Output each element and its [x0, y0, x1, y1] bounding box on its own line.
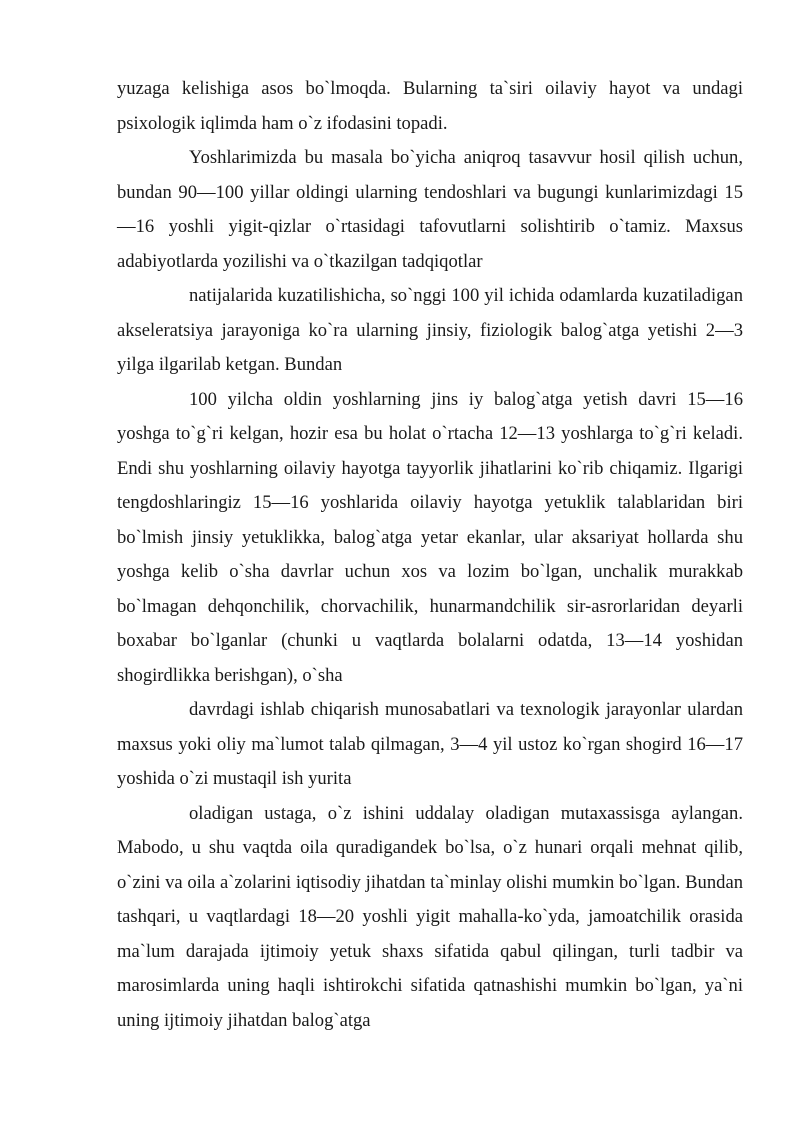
- paragraph: davrdagi ishlab chiqarish munosabatlari va texnologik jarayonlar ulardan maxsus yoki oliy ma`lumot talab qilmagan, 3—4 yil ustoz ko`rgan shogird 16—17 yoshida o`zi mustaqil ish yurita: [117, 699, 743, 789]
- paragraph: yuzaga kelishiga asos bo`lmoqda. Bularning ta`siri oilaviy hayot va undagi psixologik iqlimda ham o`z ifodasini topadi.: [117, 78, 743, 134]
- paragraph: Yoshlarimizda bu masala bo`yicha aniqroq tasavvur hosil qilish uchun, bundan 90—100 yillar oldingi ularning tendoshlari va bugungi kunlarimizdagi 15—16 yoshli yigit-qizlar o`rtasidagi tafovutlarni solishtirib o`tamiz. Maxsus adabiyotlarda yozilishi va o`tkazilgan tadqiqotlar: [117, 147, 743, 272]
- document-page: [117, 72, 743, 1038]
- paragraph: natijalarida kuzatilishicha, so`nggi 100 yil ichida odamlarda kuzatiladigan akseleratsiya jarayoniga ko`ra ularning jinsiy, fiziologik balog`atga yetishi 2—3 yilga ilgarilab ketgan. Bundan: [117, 285, 743, 375]
- paragraph: oladigan ustaga, o`z ishini uddalay oladigan mutaxassisga aylangan. Mabodo, u shu vaqtda oila quradigandek bo`lsa, o`z hunari orqali mehnat qilib, o`zini va oila a`zolarini iqtisodiy jihatdan ta`minlay olishi mumkin bo`lgan. Bundan tashqari, u vaqtlardagi 18—20 yoshli yigit mahalla-ko`yda, jamoatchilik orasida ma`lum darajada ijtimoiy yetuk shaxs sifatida qabul qilingan, turli tadbir va marosimlarda uning haqli ishtirokchi sifatida qatnashishi mumkin bo`lgan, ya`ni uning ijtimoiy jihatdan balog`atga: [117, 802, 743, 1031]
- paragraph: 100 yilcha oldin yoshlarning jins iy balog`atga yetish davri 15—16 yoshga to`g`ri kelgan, hozir esa bu holat o`rtacha 12—13 yoshlarga to`g`ri keladi. Endi shu yoshlarning oilaviy hayotga tayyorlik jihatlarini ko`rib chiqamiz. Ilgarigi tengdoshlaringiz 15—16 yoshlarida oilaviy hayotga yetuklik talablaridan biri bo`lmish jinsiy yetuklikka, balog`atga yetar ekanlar, ular aksariyat hollarda shu yoshga kelib o`sha davrlar uchun xos va lozim bo`lgan, unchalik murakkab bo`lmagan dehqonchilik, chorvachilik, hunarmandchilik sir-asrorlaridan deyarli boxabar bo`lganlar (chunki u vaqtlarda bolalarni odatda, 13—14 yoshidan shogirdlikka berishgan), o`sha: [117, 388, 743, 686]
